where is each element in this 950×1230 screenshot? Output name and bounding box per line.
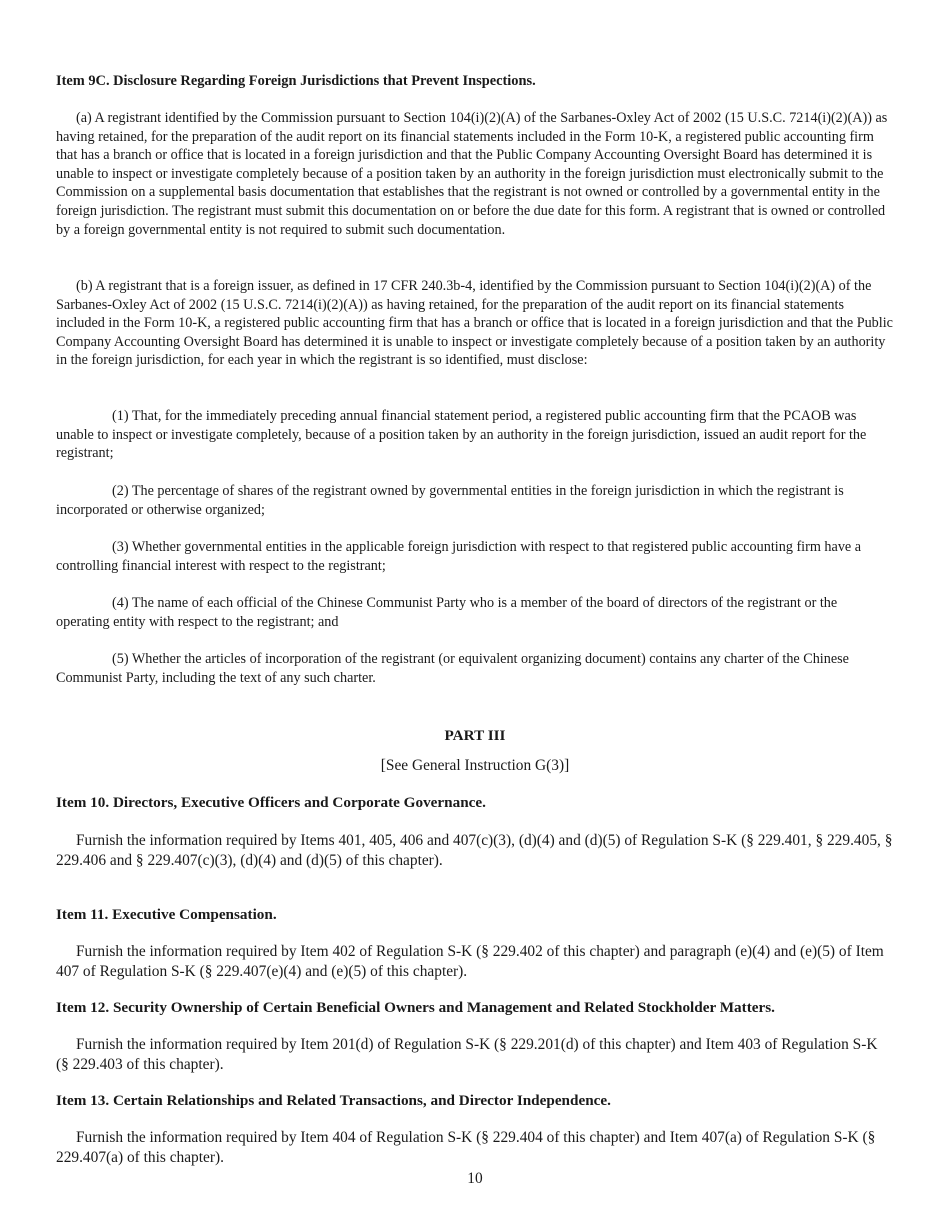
item-12-heading: Item 12. Security Ownership of Certain Beneficial Owners and Management and Related Stockholder Matters. — [56, 999, 775, 1016]
item-9c-subitem-1: (1) That, for the immediately preceding annual financial statement period, a registered public accounting firm that the PCAOB was unable to inspect or investigate completely, because of a position taken by an authority in the foreign jurisdiction, issued an audit report for the registrant; — [56, 408, 867, 462]
item-10-body: Furnish the information required by Items 401, 405, 406 and 407(c)(3), (d)(4) and (d)(5) of Regulation S-K (§ 229.401, § 229.405, § 229.406 and § 229.407(c)(3), (d)(4) and (d)(5) of this chapter). — [56, 832, 893, 869]
part-iii-title: PART III — [444, 727, 506, 744]
item-9c-subitem-2: (2) The percentage of shares of the registrant owned by governmental entities in the foreign jurisdiction in which the registrant is incorporated or otherwise organized; — [56, 483, 844, 518]
page-number: 10 — [467, 1170, 483, 1187]
item-9c-heading: Item 9C. Disclosure Regarding Foreign Jurisdictions that Prevent Inspections. — [56, 73, 536, 89]
item-12-body: Furnish the information required by Item 201(d) of Regulation S-K (§ 229.201(d) of this chapter) and Item 403 of Regulation S-K (§ 229.403 of this chapter). — [56, 1036, 878, 1073]
item-9c-subitem-4: (4) The name of each official of the Chinese Communist Party who is a member of the board of directors of the registrant or the operating entity with respect to the registrant; and — [56, 595, 838, 630]
item-9c-paragraph-b: (b) A registrant that is a foreign issuer, as defined in 17 CFR 240.3b-4, identified by the Commission pursuant to Section 104(i)(2)(A) of the Sarbanes-Oxley Act of 2002 (15 U.S.C. 7214(i)(2)(A)) as having retained, for the preparation of the audit report on its financial statements included in the Form 10-K, a registered public accounting firm that has a branch or office that is located in a foreign jurisdiction and that the Public Company Accounting Oversight Board has determined it is unable to inspect or investigate completely because of a position taken by an authority in the foreign jurisdiction, for each year in which the registrant is so identified, must disclose: — [56, 278, 893, 369]
item-9c-subitem-5: (5) Whether the articles of incorporation of the registrant (or equivalent organizing document) contains any charter of the Chinese Communist Party, including the text of any such charter. — [56, 651, 849, 686]
item-11-heading: Item 11. Executive Compensation. — [56, 906, 277, 923]
item-13-body: Furnish the information required by Item 404 of Regulation S-K (§ 229.404 of this chapter) and Item 407(a) of Regulation S-K (§ 229.407(a) of this chapter). — [56, 1129, 876, 1166]
item-9c-paragraph-a: (a) A registrant identified by the Commission pursuant to Section 104(i)(2)(A) of the Sarbanes-Oxley Act of 2002 (15 U.S.C. 7214(i)(2)(A)) as having retained, for the preparation of the audit report on its financial statements included in the Form 10-K, a registered public accounting firm that has a branch or office that is located in a foreign jurisdiction and that the Public Company Accounting Oversight Board has determined it is unable to inspect or investigate completely because of a position taken by an authority in the foreign jurisdiction must electronically submit to the Commission on a supplemental basis documentation that establishes that the registrant is not owned or controlled by a governmental entity in the foreign jurisdiction. The registrant must submit this documentation on or before the due date for this form. A registrant that is owned or controlled by a foreign governmental entity is not required to submit such documentation. — [56, 110, 888, 238]
item-11-body: Furnish the information required by Item 402 of Regulation S-K (§ 229.402 of this chapter) and paragraph (e)(4) and (e)(5) of Item 407 of Regulation S-K (§ 229.407(e)(4) and (e)(5) of this chapter). — [56, 943, 884, 980]
item-9c-subitem-3: (3) Whether governmental entities in the applicable foreign jurisdiction with respect to that registered public accounting firm have a controlling financial interest with respect to the registrant; — [56, 539, 862, 574]
part-iii-instruction: [See General Instruction G(3)] — [380, 757, 570, 774]
item-13-heading: Item 13. Certain Relationships and Related Transactions, and Director Independence. — [56, 1092, 611, 1109]
item-10-heading: Item 10. Directors, Executive Officers and Corporate Governance. — [56, 794, 486, 811]
